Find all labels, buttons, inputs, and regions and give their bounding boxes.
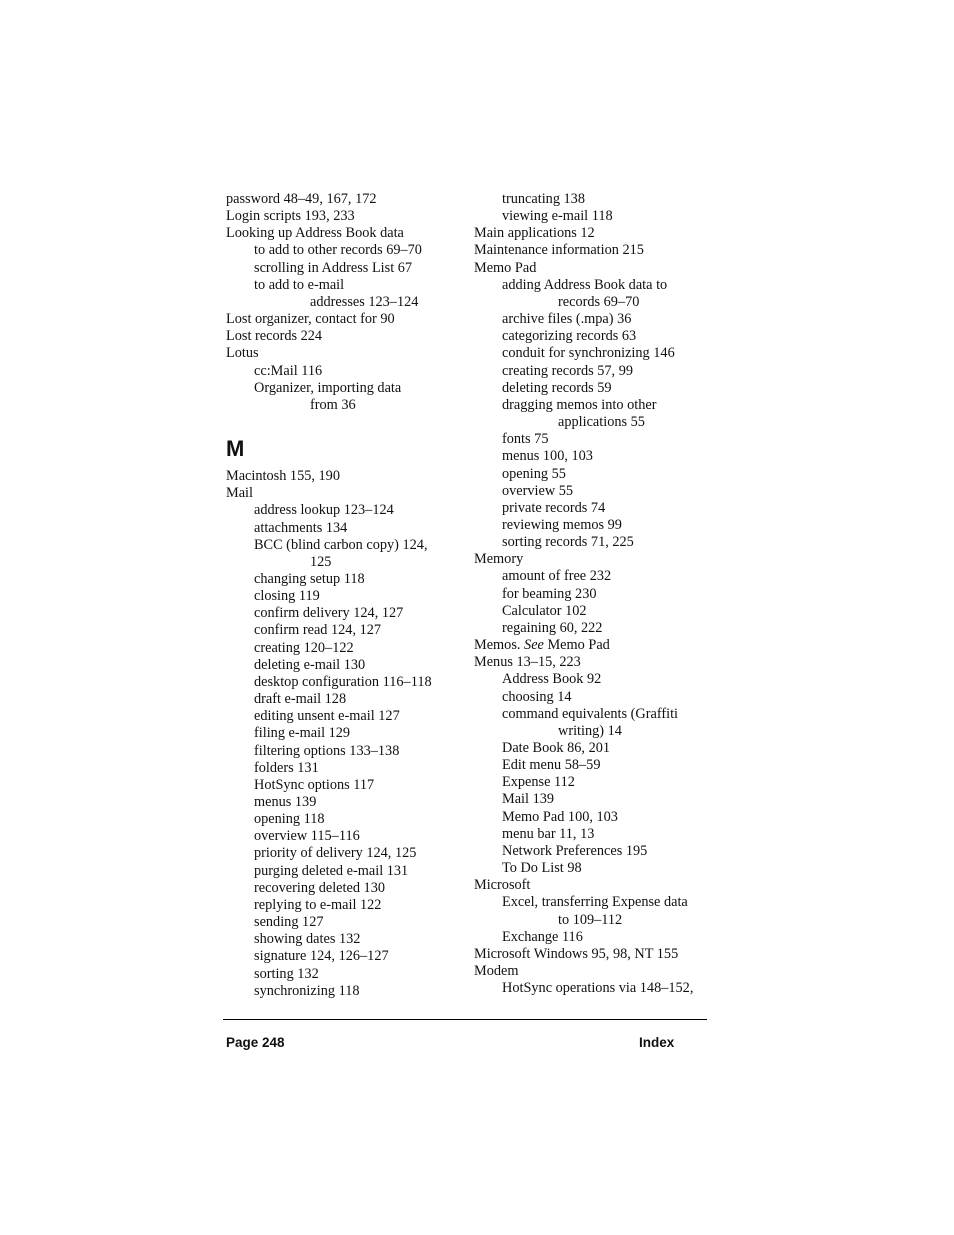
index-subentry: deleting records 59 <box>502 379 612 396</box>
index-subentry: to 109–112 <box>558 911 623 928</box>
index-subentry: records 69–70 <box>558 293 640 310</box>
index-section-m <box>226 468 466 1000</box>
index-subentry: from 36 <box>310 396 356 413</box>
index-subentry: changing setup 118 <box>254 570 365 587</box>
index-subentry: HotSync operations via 148–152, <box>502 980 694 997</box>
index-subentry: dragging memos into other <box>502 396 657 413</box>
index-subentry: applications 55 <box>558 414 645 431</box>
index-entry: Looking up Address Book data <box>226 225 404 242</box>
index-subentry: to add to e-mail <box>254 276 345 293</box>
index-subentry: menus 100, 103 <box>502 448 593 465</box>
index-subentry: addresses 123–124 <box>310 293 419 310</box>
index-subentry: adding Address Book data to <box>502 276 668 293</box>
index-subentry: Mail 139 <box>502 791 555 808</box>
index-subentry: 125 <box>310 553 332 570</box>
index-subentry: overview 55 <box>502 482 574 499</box>
index-subentry: scrolling in Address List 67 <box>254 259 413 276</box>
index-subentry: filtering options 133–138 <box>254 742 400 759</box>
index-subentry: categorizing records 63 <box>502 328 637 345</box>
index-entry: Menus 13–15, 223 <box>474 654 581 671</box>
index-subentry: viewing e-mail 118 <box>502 208 613 225</box>
index-subentry: editing unsent e-mail 127 <box>254 708 400 725</box>
page-number: Page 248 <box>226 1035 285 1050</box>
index-subentry: confirm read 124, 127 <box>254 622 382 639</box>
index-subentry: confirm delivery 124, 127 <box>254 605 404 622</box>
index-subentry: folders 131 <box>254 759 319 776</box>
index-column-left <box>226 191 466 1000</box>
index-subentry: amount of free 232 <box>502 568 612 585</box>
index-subentry: menu bar 11, 13 <box>502 825 595 842</box>
index-subentry: Network Preferences 195 <box>502 842 648 859</box>
index-entry-text: Memos. <box>474 637 525 654</box>
see-target: Memo Pad <box>543 637 610 654</box>
index-subentry: filing e-mail 129 <box>254 725 351 742</box>
index-subentry: reviewing memos 99 <box>502 516 622 533</box>
index-entry <box>474 637 714 654</box>
index-subentry: menus 139 <box>254 794 317 810</box>
index-entry: password 48–49, 167, 172 <box>226 191 377 207</box>
index-entry: Microsoft <box>474 877 531 894</box>
index-subentry: Address Book 92 <box>502 671 602 688</box>
index-entry: Memo Pad <box>474 259 537 276</box>
index-subentry: replying to e-mail 122 <box>254 896 382 913</box>
index-subentry: Organizer, importing data <box>254 379 402 396</box>
index-entry: Maintenance information 215 <box>474 242 644 259</box>
index-entry: Lost records 224 <box>226 328 323 345</box>
index-entry: Memory <box>474 551 524 568</box>
index-entry: Lost organizer, contact for 90 <box>226 311 395 328</box>
index-subentry: attachments 134 <box>254 519 348 536</box>
index-subentry: priority of delivery 124, 125 <box>254 845 417 862</box>
index-subentry: opening 118 <box>254 811 325 828</box>
footer-rule <box>223 1019 707 1020</box>
index-subentry: to add to other records 69–70 <box>254 242 422 259</box>
index-subentry: Edit menu 58–59 <box>502 757 601 774</box>
index-column-right <box>474 191 714 997</box>
index-subentry: closing 119 <box>254 588 320 605</box>
index-subentry: conduit for synchronizing 146 <box>502 345 675 362</box>
index-subentry: overview 115–116 <box>254 828 360 845</box>
index-subentry: creating records 57, 99 <box>502 362 634 379</box>
index-subentry: command equivalents (Graffiti <box>502 705 679 722</box>
section-heading-m: M <box>226 436 245 462</box>
index-subentry: sorting 132 <box>254 965 319 982</box>
see-reference: See <box>524 637 544 654</box>
index-subentry: signature 124, 126–127 <box>254 948 389 965</box>
index-subentry: HotSync options 117 <box>254 776 375 793</box>
index-subentry: regaining 60, 222 <box>502 619 603 636</box>
index-subentry: private records 74 <box>502 499 606 516</box>
index-subentry: cc:Mail 116 <box>254 362 323 379</box>
index-subentry: fonts 75 <box>502 431 549 448</box>
index-subentry: purging deleted e-mail 131 <box>254 862 409 879</box>
index-subentry: Excel, transferring Expense data <box>502 894 688 911</box>
index-entry: Main applications 12 <box>474 225 595 242</box>
index-entry: Login scripts 193, 233 <box>226 208 355 225</box>
index-entry: Microsoft Windows 95, 98, NT 155 <box>474 945 679 962</box>
index-subentry: Expense 112 <box>502 774 575 791</box>
index-subentry: BCC (blind carbon copy) 124, <box>254 536 428 553</box>
index-section-m-continued <box>474 191 714 997</box>
index-subentry: draft e-mail 128 <box>254 691 347 708</box>
index-subentry: sending 127 <box>254 914 324 931</box>
index-subentry: for beaming 230 <box>502 585 597 602</box>
index-subentry: choosing 14 <box>502 688 572 705</box>
index-subentry: address lookup 123–124 <box>254 502 394 519</box>
index-subentry: showing dates 132 <box>254 931 361 948</box>
index-subentry: sorting records 71, 225 <box>502 534 634 551</box>
index-subentry: Exchange 116 <box>502 928 583 945</box>
index-subentry: creating 120–122 <box>254 639 354 656</box>
index-subentry: To Do List 98 <box>502 860 582 877</box>
index-subentry: archive files (.mpa) 36 <box>502 311 632 328</box>
index-section-l-continued <box>226 191 466 414</box>
index-subentry: synchronizing 118 <box>254 982 360 999</box>
index-subentry: recovering deleted 130 <box>254 879 385 896</box>
index-subentry: writing) 14 <box>558 722 622 739</box>
index-subentry: Memo Pad 100, 103 <box>502 808 618 825</box>
index-subentry: Date Book 86, 201 <box>502 740 611 756</box>
index-subentry: truncating 138 <box>502 191 585 207</box>
index-entry: Macintosh 155, 190 <box>226 468 340 485</box>
section-title: Index <box>639 1035 675 1050</box>
index-subentry: Calculator 102 <box>502 602 587 619</box>
index-subentry: desktop configuration 116–118 <box>254 673 432 690</box>
index-subentry: opening 55 <box>502 465 566 482</box>
index-entry: Modem <box>474 963 519 980</box>
index-entry: Mail <box>226 485 254 502</box>
index-entry: Lotus <box>226 345 259 362</box>
index-subentry: deleting e-mail 130 <box>254 656 366 673</box>
